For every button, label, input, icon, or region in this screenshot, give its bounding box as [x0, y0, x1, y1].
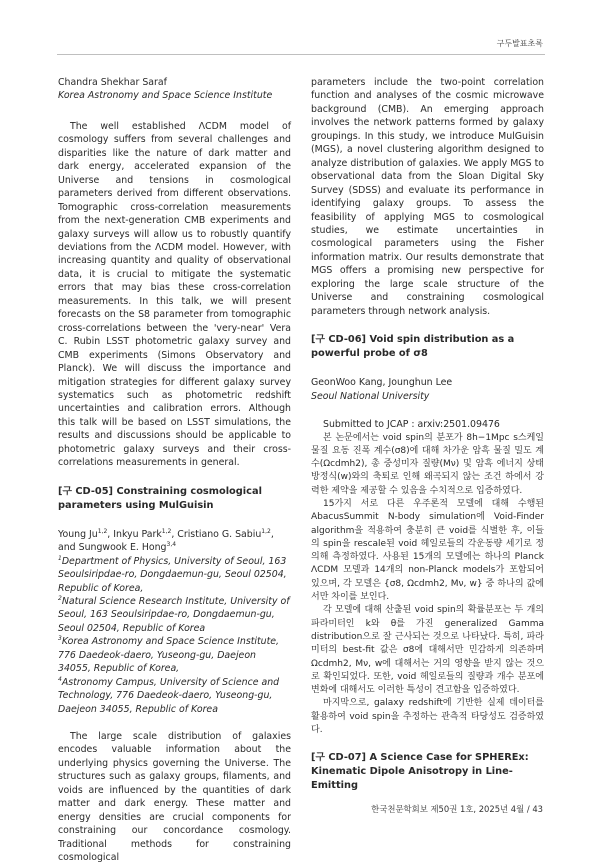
cd06-institution: Seoul National University: [311, 390, 430, 402]
cd06-paragraph: 마지막으로, galaxy redshift에 기반한 실제 데이터를 활용하여 void spin을 추정하는 관측적 타당성도 검증하였다.: [311, 698, 544, 736]
author-name: Chandra Shekhar Saraf: [58, 77, 167, 88]
cd05-affiliation: $^1$Department of Physics, University of Seoul, 163 Seoulsiripdae-ro, Dongdaemun-gu, Seoul 02504, Republic of Korea,: [58, 554, 287, 594]
cd06-authors: GeonWoo Kang, Jounghun Lee: [311, 377, 453, 389]
page-footer: 한국천문학회보 제50권 1호, 2025년 4월 / 43: [371, 804, 543, 814]
right-column: [311, 76, 544, 793]
author-institution: Korea Astronomy and Space Science Institute: [58, 90, 273, 102]
abstract-paragraph: The well established ΛCDM model of cosmology suffers from several challenges and disparities like the nature of dark matter and dark energy, accelerated expansion of the Universe and tensions in cosmological parameters derived from different observations. Tomographic cross-correlation measurements from the next-generation CMB experiments and galaxy surveys will allow us to robustly quantify deviations from the ΛCDM model. However, with increasing quantity and quality of observational data, it is crucial to mitigate the systematic errors that may bias these cross-correlation measurements. In this talk, we will present forecasts on the S8 parameter from tomographic cross-correlations between the 'very-near' Vera C. Rubin LSST photometric galaxy survey and CMB experiments (Simons Observatory and Planck). We will discuss the importance and mitigation strategies for different galaxy survey systematics such as photometric redshift uncertainties and calibration errors. Although this talk will be based on LSST simulations, the results and discussions should be applicable to photometric galaxy surveys and their cross-correlations measurements in general.: [58, 120, 291, 469]
cd05-affiliation: $^3$Korea Astronomy and Space Science Institute, 776 Daedeok-daero, Yuseong-gu, Daejeon 34055, Republic of Korea,: [58, 635, 280, 675]
cd06-heading: [구 CD-06] Void spin distribution as a powerful probe of σ8: [311, 334, 515, 360]
cd06-submitted-note: Submitted to JCAP : arxiv:2501.09476: [323, 419, 500, 431]
left-column: [58, 76, 291, 865]
header-divider: [57, 54, 545, 55]
cd05-authors: Young Ju$^{1,2}$, Inkyu Park$^{1,2}$, Cristiano G. Sabiu$^{1,2}$, and Sungwook E. Hong$^{3,4}$: [58, 527, 274, 554]
cd05-affiliation: $^2$Natural Science Research Institute, University of Seoul, 163 Seoulsiripdae-ro, Dongdaemun-gu, Seoul 02504, Republic of Korea: [58, 594, 290, 634]
section-tag: 구두발표초록: [496, 39, 543, 48]
cd05-affiliation: $^4$Astronomy Campus, University of Science and Technology, 776 Daedeok-daero, Yuseong-gu, Daejeon 34055, Republic of Korea: [58, 675, 280, 715]
cd06-paragraph: 본 논문에서는 void spin의 분포가 8h−1Mpc s스케일 물질 요동 진폭 계수(σ8)에 대해 차가운 암흑 물질 밀도 계수(Ωcdmh2), 총 중성미자 질량(Mν) 및 암흑 에너지 상태방정식(w)와의 축퇴로 인해 왜곡되지 않는 조건 하에서 강력한 제약을 제공할 수 있음을 수치적으로 입증하였다.: [311, 432, 544, 496]
cd05-abstract-start: The large scale distribution of galaxies encodes valuable information about the underlying physics governing the Universe. The structures such as galaxy groups, filaments, and voids are influenced by the quantities of dark matter and dark energy. These matter and energy densities are crucial components for constraining our concordance cosmology. Traditional methods for constraining cosmological: [58, 731, 291, 864]
cd05-abstract-end: parameters include the two-point correlation function and analyses of the cosmic microwave background (CMB). An emerging approach involves the network patterns formed by galaxy groupings. In this study, we introduce MulGuisin (MGS), a novel clustering algorithm designed to analyze distribution of galaxies. We apply MGS to observational data from the Sloan Digital Sky Survey (SDSS) and evaluate its performance in identifying galaxy groups. To assess the feasibility of applying MGS to cosmological studies, we estimate uncertainties in cosmological parameters using the Fisher information matrix. Our results demonstrate that MGS offers a promising new perspective for exploring the large scale structure of the Universe and constraining cosmological parameters through network analysis.: [311, 77, 544, 317]
cd06-paragraph: 각 모델에 대해 산출된 void spin의 확률분포는 두 개의 파라미터인 k와 θ를 가진 generalized Gamma distribution으로 잘 근사되는 것으로 나타났다. 특히, 파라미터의 best-fit 값은 σ8에 대해서만 민감하게 의존하며 Ωcdmh2, Mν, w에 대해서는 거의 영향을 받지 않는 것으로 확인되었다. 또한, void 헤일로들의 질량과 개수 분포에 변화에 대해서도 이러한 특성이 견고함을 입증하였다.: [311, 605, 544, 696]
cd07-heading: [구 CD-07] A Science Case for SPHEREx: Kinematic Dipole Anisotropy in Line-Emitting: [311, 752, 529, 792]
cd05-heading: [구 CD-05] Constraining cosmological parameters using MulGuisin: [58, 485, 262, 511]
cd06-paragraph: 15가지 서로 다른 우주론적 모델에 대해 수행된 AbacusSummit N-body simulation에 Void-Finder algorithm을 적용하여 충분히 큰 void를 식별한 후, 이들의 spin을 rescale된 void 헤일로들의 각운동량 세기로 정의해 측정하였다. 사용된 15개의 모델에는 하나의 Planck ΛCDM 모델과 14개의 non-Planck models가 포함되어 있으며, 각 모델은 {σ8, Ωcdmh2, Mν, w} 중 하나의 값에서만 차이를 보인다.: [311, 499, 544, 603]
